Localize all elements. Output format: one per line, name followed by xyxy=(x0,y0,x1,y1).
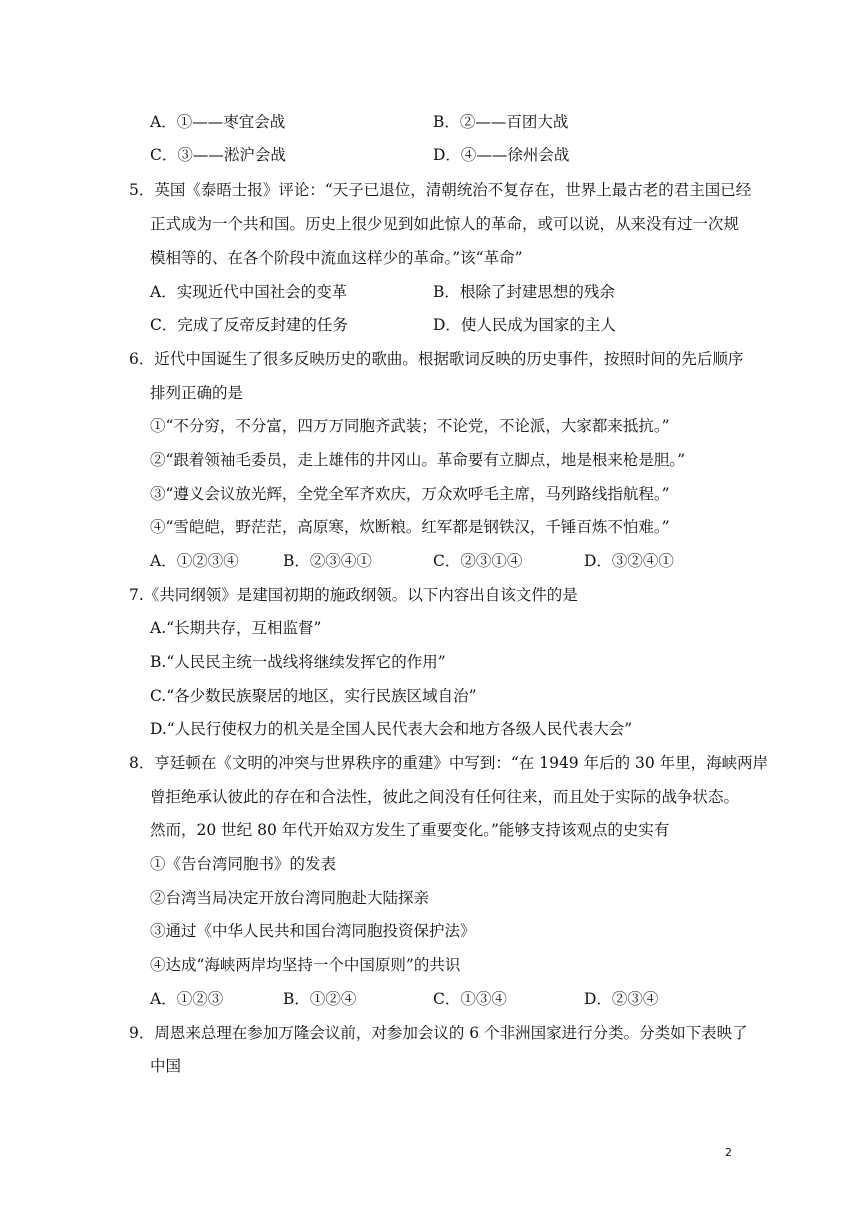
q6-item-4: ④“雪皑皑，野茫茫，高原寒，炊断粮。红军都是钢铁汉，千锤百炼不怕难。” xyxy=(150,518,670,536)
q4-option-c: C．③——淞沪会战 xyxy=(150,146,286,164)
q8-stem-line-3: 然而，20 世纪 80 年代开始双方发生了重要变化。”能够支持该观点的史实有 xyxy=(150,821,670,839)
q8-item-2: ②台湾当局决定开放台湾同胞赴大陆探亲 xyxy=(150,889,430,907)
q6-stem-line-1: 6．近代中国诞生了很多反映历史的歌曲。根据歌词反映的历史事件，按照时间的先后顺序 xyxy=(129,350,744,368)
q5-stem-line-2: 正式成为一个共和国。历史上很少见到如此惊人的革命，或可以说，从来没有过一次规 xyxy=(150,215,740,233)
q7-option-c: C.“各少数民族聚居的地区，实行民族区域自治” xyxy=(150,687,477,705)
q8-item-1: ①《告台湾同胞书》的发表 xyxy=(150,855,337,873)
q5-option-a: A．实现近代中国社会的变革 xyxy=(150,283,348,301)
q5-option-d: D．使人民成为国家的主人 xyxy=(433,316,616,334)
q7-stem: 7.《共同纲领》是建国初期的施政纲领。以下内容出自该文件的是 xyxy=(129,586,578,604)
q6-option-c: C．②③①④ xyxy=(433,552,523,570)
q6-stem-line-2: 排列正确的是 xyxy=(150,384,244,402)
q4-option-a: A．①——枣宜会战 xyxy=(150,113,286,131)
q8-item-3: ③通过《中华人民共和国台湾同胞投资保护法》 xyxy=(150,922,476,940)
q5-stem-line-1: 5．英国《泰晤士报》评论：“天子已退位，清朝统治不复存在，世界上最古老的君主国已经 xyxy=(129,181,752,199)
q9-stem-line-2: 中国 xyxy=(150,1057,182,1075)
q8-stem-line-2: 曾拒绝承认彼此的存在和合法性，彼此之间没有任何往来，而且处于实际的战争状态。 xyxy=(150,788,740,806)
q6-option-a: A．①②③④ xyxy=(150,552,239,570)
page-number: 2 xyxy=(725,1146,732,1159)
q6-option-b: B．②③④① xyxy=(283,552,372,570)
q5-stem-line-3: 模相等的、在各个阶段中流血这样少的革命。”该“革命” xyxy=(150,249,523,267)
q8-option-b: B．①②④ xyxy=(283,990,357,1008)
q6-option-d: D．③②④① xyxy=(584,552,674,570)
q8-option-a: A．①②③ xyxy=(150,990,224,1008)
q6-item-3: ③“遵义会议放光辉，全党全军齐欢庆，万众欢呼毛主席，马列路线指航程。” xyxy=(150,485,670,503)
q4-option-d: D．④——徐州会战 xyxy=(433,146,570,164)
q5-option-b: B．根除了封建思想的残余 xyxy=(433,283,615,301)
q5-option-c: C．完成了反帝反封建的任务 xyxy=(150,316,348,334)
q9-stem-line-1: 9．周恩来总理在参加万隆会议前，对参加会议的 6 个非洲国家进行分类。分类如下表映了 xyxy=(129,1024,748,1042)
q6-item-1: ①“不分穷，不分富，四万万同胞齐武装；不论党，不论派，大家都来抵抗。” xyxy=(150,417,670,435)
q4-option-b: B．②——百团大战 xyxy=(433,113,569,131)
q7-option-b: B.“人民民主统一战线将继续发挥它的作用” xyxy=(150,653,446,671)
q7-option-d: D.“人民行使权力的机关是全国人民代表大会和地方各级人民代表大会” xyxy=(150,720,633,738)
q8-option-d: D．②③④ xyxy=(584,990,659,1008)
q8-option-c: C．①③④ xyxy=(433,990,507,1008)
q6-item-2: ②“跟着领袖毛委员，走上雄伟的井冈山。革命要有立脚点，地是根来枪是胆。” xyxy=(150,451,686,469)
q7-option-a: A.“长期共存，互相监督” xyxy=(150,619,322,637)
q8-stem-line-1: 8．亨廷顿在《文明的冲突与世界秩序的重建》中写到：“在 1949 年后的 30 年里，海峡两岸 xyxy=(129,754,769,772)
q8-item-4: ④达成“海峡两岸均坚持一个中国原则”的共识 xyxy=(150,956,461,974)
